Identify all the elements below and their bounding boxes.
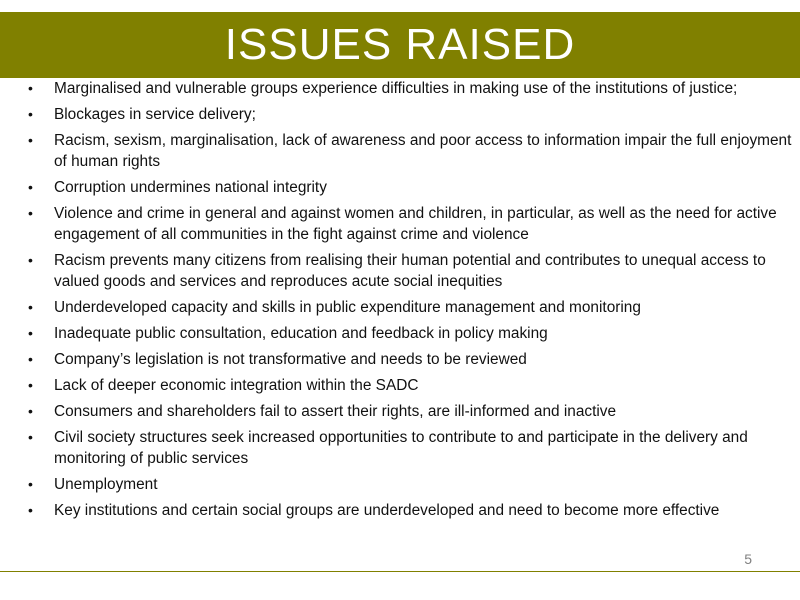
bullet-list	[26, 78, 796, 521]
bullet-icon: •	[28, 132, 33, 148]
bullet-text: Blockages in service delivery;	[54, 106, 256, 123]
bullet-text: Consumers and shareholders fail to assert their rights, are ill-informed and inactive	[54, 403, 617, 420]
bullet-text: Underdeveloped capacity and skills in public expenditure management and monitoring	[54, 299, 641, 316]
bullet-icon: •	[28, 403, 33, 419]
bullet-text: Corruption undermines national integrity	[54, 179, 327, 196]
slide-title: ISSUES RAISED	[224, 20, 576, 69]
list-item	[26, 375, 796, 396]
bullet-icon: •	[28, 205, 33, 221]
bullet-icon: •	[28, 429, 33, 445]
bullet-text: Violence and crime in general and against women and children, in particular, as well as the need for active engagement of all communities in the fight against crime and violence	[54, 205, 777, 243]
bullet-text: Key institutions and certain social groups are underdeveloped and need to become more effective	[54, 502, 720, 519]
title-bar	[0, 12, 800, 78]
list-item	[26, 401, 796, 422]
bullet-icon: •	[28, 252, 33, 268]
bullet-icon: •	[28, 106, 33, 122]
bullet-text: Inadequate public consultation, education and feedback in policy making	[54, 325, 548, 342]
bullet-text: Racism, sexism, marginalisation, lack of awareness and poor access to information impair the full enjoyment of human rights	[54, 132, 792, 170]
list-item	[26, 78, 796, 99]
bullet-text: Racism prevents many citizens from realising their human potential and contributes to unequal access to valued goods and services and reproduces acute social inequities	[54, 252, 766, 290]
list-item	[26, 297, 796, 318]
list-item	[26, 500, 796, 521]
list-item	[26, 474, 796, 495]
bullet-icon: •	[28, 351, 33, 367]
bullet-text: Marginalised and vulnerable groups experience difficulties in making use of the institutions of justice;	[54, 80, 738, 97]
bullet-text: Unemployment	[54, 476, 158, 493]
list-item	[26, 427, 796, 469]
bullet-icon: •	[28, 325, 33, 341]
bullet-icon: •	[28, 502, 33, 518]
bullet-icon: •	[28, 476, 33, 492]
bullet-icon: •	[28, 299, 33, 315]
list-item	[26, 250, 796, 292]
bullet-text: Civil society structures seek increased opportunities to contribute to and participate in the delivery and monitoring of public services	[54, 429, 748, 467]
list-item	[26, 104, 796, 125]
page-number: 5	[744, 551, 752, 567]
bullet-text: Lack of deeper economic integration within the SADC	[54, 377, 419, 394]
list-item	[26, 203, 796, 245]
bullet-text: Company’s legislation is not transformative and needs to be reviewed	[54, 351, 527, 368]
list-item	[26, 349, 796, 370]
bullet-icon: •	[28, 179, 33, 195]
bullet-icon: •	[28, 377, 33, 393]
list-item	[26, 130, 796, 172]
bullet-icon: •	[28, 80, 33, 96]
list-item	[26, 177, 796, 198]
list-item	[26, 323, 796, 344]
footer-divider	[0, 571, 800, 572]
